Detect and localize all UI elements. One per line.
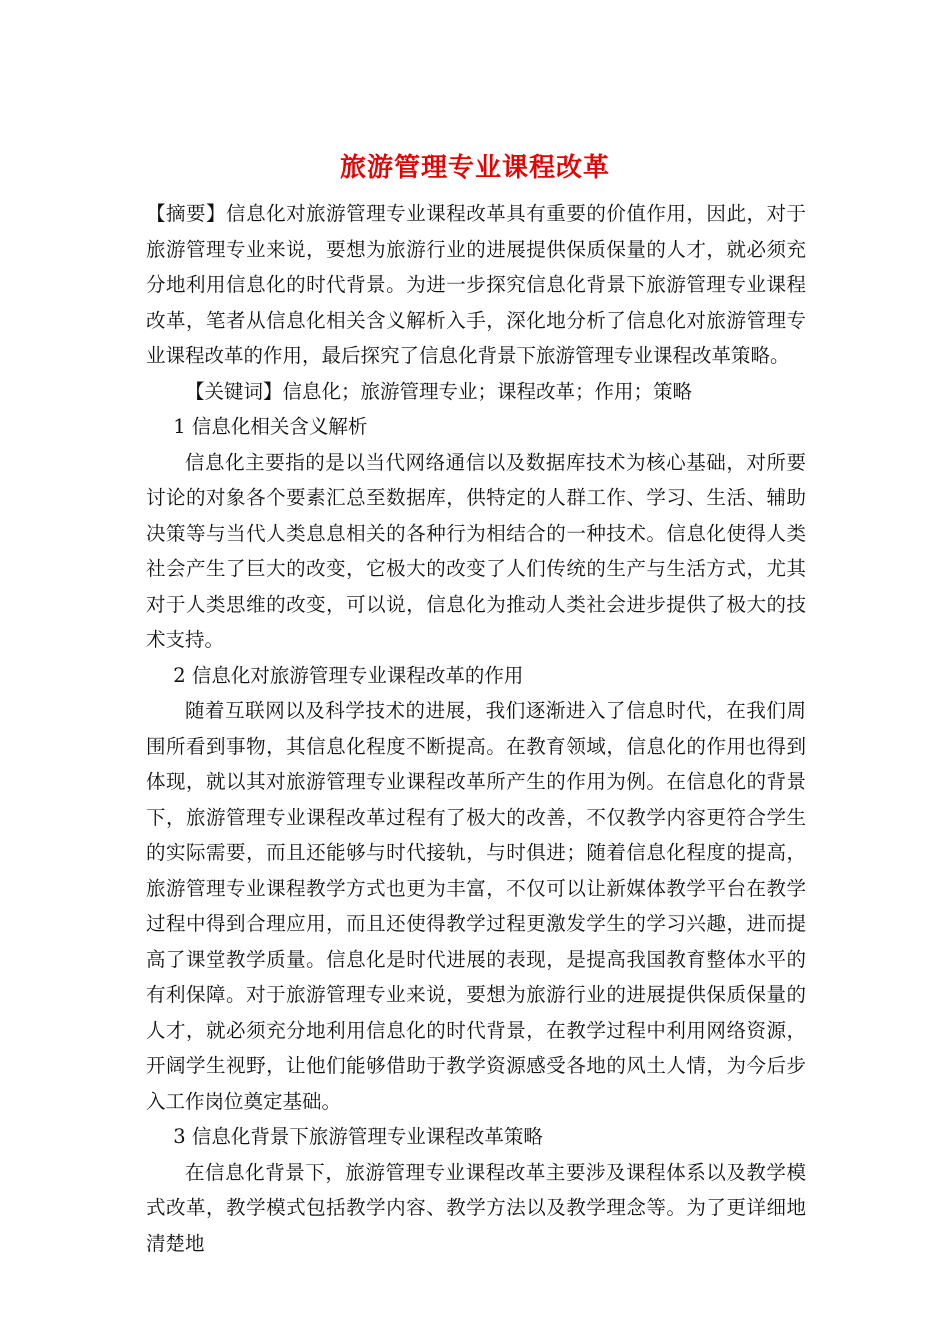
section-2-heading: 2 信息化对旅游管理专业课程改革的作用 [173, 663, 524, 687]
section-3-heading: 3 信息化背景下旅游管理专业课程改革策略 [173, 1125, 543, 1148]
section-1-paragraph: 信息化主要指的是以当代网络通信以及数据库技术为核心基础，对所要讨论的对象各个要素汇总至数据库，供特定的人群工作、学习、生活、辅助决策等与当代人类息息相关的各种行为相结合的一种技术。信息化使得人类社会产生了巨大的改变，它极大的改变了人们传统的生产与生活方式，尤其对于人类思维的改变，可以说，信息化为推动人类社会进步提供了极大的技术支持。 [146, 450, 806, 651]
document-body [146, 196, 806, 1261]
section-1-heading: 1 信息化相关含义解析 [173, 415, 368, 438]
section-3-paragraph: 在信息化背景下，旅游管理专业课程改革主要涉及课程体系以及教学模式改革，教学模式包括教学内容、教学方法以及教学理念等。为了更详细地清楚地 [146, 1160, 806, 1255]
section-2-paragraph: 随着互联网以及科学技术的进展，我们逐渐进入了信息时代，在我们周围所看到事物，其信息化程度不断提高。在教育领域，信息化的作用也得到体现，就以其对旅游管理专业课程改革所产生的作用为例。在信息化的背景下，旅游管理专业课程改革过程有了极大的改善，不仅教学内容更符合学生的实际需要，而且还能够与时代接轨，与时俱进；随着信息化程度的提高，旅游管理专业课程教学方式也更为丰富，不仅可以让新媒体教学平台在教学过程中得到合理应用，而且还使得教学过程更激发学生的学习兴趣，进而提高了课堂教学质量。信息化是时代进展的表现，是提高我国教育整体水平的有利保障。对于旅游管理专业来说，要想为旅游行业的进展提供保质保量的人才，就必须充分地利用信息化的时代背景，在教学过程中利用网络资源，开阔学生视野，让他们能够借助于教学资源感受各地的风土人情，为今后步入工作岗位奠定基础。 [146, 699, 806, 1113]
keywords-paragraph: 【关键词】信息化；旅游管理专业；课程改革；作用；策略 [185, 379, 693, 403]
abstract-paragraph: 【摘要】信息化对旅游管理专业课程改革具有重要的价值作用，因此，对于旅游管理专业来说，要想为旅游行业的进展提供保质保量的人才，就必须充分地利用信息化的时代背景。为进一步探究信息化背景下旅游管理专业课程改革，笔者从信息化相关含义解析入手，深化地分析了信息化对旅游管理专业课程改革的作用，最后探究了信息化背景下旅游管理专业课程改革策略。 [146, 202, 806, 367]
document-title: 旅游管理专业课程改革 [339, 153, 610, 183]
